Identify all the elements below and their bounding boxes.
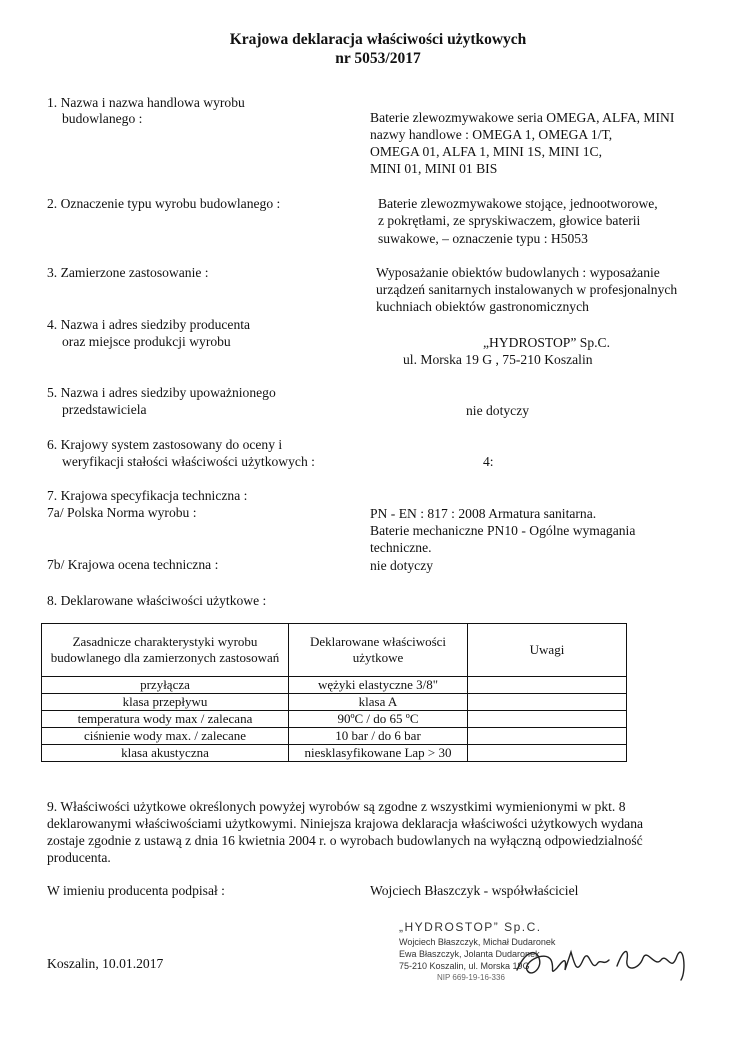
table-header-declared: Deklarowane właściwości użytkowe (289, 624, 468, 677)
s7-label: 7. Krajowa specyfikacja techniczna : (47, 488, 248, 503)
table-row (42, 677, 627, 694)
properties-table (41, 623, 627, 762)
s8-label: 8. Deklarowane właściwości użytkowe : (47, 593, 267, 608)
s1-label-line-1: 1. Nazwa i nazwa handlowa wyrobu (47, 95, 245, 110)
company-stamp-line-2: Wojciech Błaszczyk, Michał Dudaronek (399, 937, 556, 947)
document-title: Krajowa deklaracja właściwości użytkowych (229, 31, 527, 48)
table-cell-characteristic: ciśnienie wody max. / zalecane (42, 728, 289, 745)
table-header-row (42, 624, 627, 677)
s7a-label: 7a/ Polska Norma wyrobu : (47, 505, 197, 520)
table-cell-declared: 90ºC / do 65 ºC (289, 711, 468, 728)
table-row (42, 728, 627, 745)
signed-by-label: W imieniu producenta podpisał : (47, 883, 225, 898)
s9-line-2: deklarowanymi właściwościami użytkowymi. Niniejsza krajowa deklaracja właściwości użytkowych wydana (47, 816, 644, 831)
s7b-value: nie dotyczy (370, 558, 434, 573)
table-row (42, 745, 627, 762)
s9-line-3: zostaje zgodnie z ustawą z dnia 16 kwietnia 2004 r. o wyrobach budowlanych na wyłączną odpowiedzialność (47, 833, 643, 848)
place-date: Koszalin, 10.01.2017 (47, 956, 164, 971)
company-stamp-title: „HYDROSTOP” Sp.C. (399, 920, 542, 934)
s6-value: 4: (483, 454, 494, 469)
s2-value-line-1: Baterie zlewozmywakowe stojące, jednootworowe, (378, 196, 658, 211)
s7a-value-line-2: Baterie mechaniczne PN10 - Ogólne wymagania (370, 523, 636, 538)
document-number: nr 5053/2017 (335, 50, 421, 67)
s2-label: 2. Oznaczenie typu wyrobu budowlanego : (47, 196, 281, 211)
company-stamp-line-4: 75-210 Koszalin, ul. Morska 19G (399, 961, 530, 971)
s4-value-line-1: „HYDROSTOP” Sp.C. (483, 335, 611, 350)
table-cell-notes (468, 745, 627, 762)
s5-label-line-1: 5. Nazwa i adres siedziby upoważnionego (47, 385, 276, 400)
table-cell-characteristic: klasa akustyczna (42, 745, 289, 762)
s1-value-line-2: nazwy handlowe : OMEGA 1, OMEGA 1/T, (370, 127, 613, 142)
s9-line-1: 9. Właściwości użytkowe określonych powyżej wyrobów są zgodne z wszystkimi wymienionymi w pkt. 8 (47, 799, 626, 814)
s3-label: 3. Zamierzone zastosowanie : (47, 265, 209, 280)
table-cell-declared: 10 bar / do 6 bar (289, 728, 468, 745)
s6-label-line-2: weryfikacji stałości właściwości użytkowych : (62, 454, 315, 469)
s1-value-line-3: OMEGA 01, ALFA 1, MINI 1S, MINI 1C, (370, 144, 602, 159)
s4-label-line-2: oraz miejsce produkcji wyrobu (62, 334, 231, 349)
s1-value-line-1: Baterie zlewozmywakowe seria OMEGA, ALFA, MINI (370, 110, 675, 125)
handwritten-signature (505, 930, 705, 990)
table-row (42, 711, 627, 728)
s3-value-line-3: kuchniach obiektów gastronomicznych (376, 299, 589, 314)
s2-value-line-3: suwakowe, – oznaczenie typu : H5053 (378, 231, 588, 246)
s1-value-line-4: MINI 01, MINI 01 BIS (370, 161, 498, 176)
table-cell-characteristic: klasa przepływu (42, 694, 289, 711)
table-cell-characteristic: przyłącza (42, 677, 289, 694)
table-cell-declared: klasa A (289, 694, 468, 711)
table-header-notes: Uwagi (468, 624, 627, 677)
s5-label-line-2: przedstawiciela (62, 402, 147, 417)
table-header-characteristics: Zasadnicze charakterystyki wyrobu budowlanego dla zamierzonych zastosowań (42, 624, 289, 677)
s2-value-line-2: z pokrętłami, ze spryskiwaczem, głowice baterii (378, 213, 641, 228)
s3-value-line-1: Wyposażanie obiektów budowlanych : wyposażanie (376, 265, 660, 280)
s7b-label: 7b/ Krajowa ocena techniczna : (47, 557, 219, 572)
s9-line-4: producenta. (47, 850, 111, 865)
s6-label-line-1: 6. Krajowy system zastosowany do oceny i (47, 437, 283, 452)
s7a-value-line-1: PN - EN : 817 : 2008 Armatura sanitarna. (370, 506, 597, 521)
s7a-value-line-3: techniczne. (370, 540, 432, 555)
s5-value: nie dotyczy (466, 403, 530, 418)
s3-value-line-2: urządzeń sanitarnych instalowanych w profesjonalnych (376, 282, 678, 297)
s4-value-line-2: ul. Morska 19 G , 75-210 Koszalin (403, 352, 593, 367)
table-cell-notes (468, 694, 627, 711)
table-cell-declared: wężyki elastyczne 3/8" (289, 677, 468, 694)
s1-label-line-2: budowlanego : (62, 111, 143, 126)
company-stamp-line-3: Ewa Błaszczyk, Jolanta Dudaronek (399, 949, 540, 959)
table-cell-declared: niesklasyfikowane Lap > 30 (289, 745, 468, 762)
table-cell-notes (468, 711, 627, 728)
table-cell-notes (468, 677, 627, 694)
table-cell-notes (468, 728, 627, 745)
table-cell-characteristic: temperatura wody max / zalecana (42, 711, 289, 728)
company-stamp-line-5: NIP 669-19-16-336 (437, 973, 505, 982)
s4-label-line-1: 4. Nazwa i adres siedziby producenta (47, 317, 251, 332)
table-row (42, 694, 627, 711)
signer-name: Wojciech Błaszczyk - współwłaściciel (370, 883, 579, 898)
